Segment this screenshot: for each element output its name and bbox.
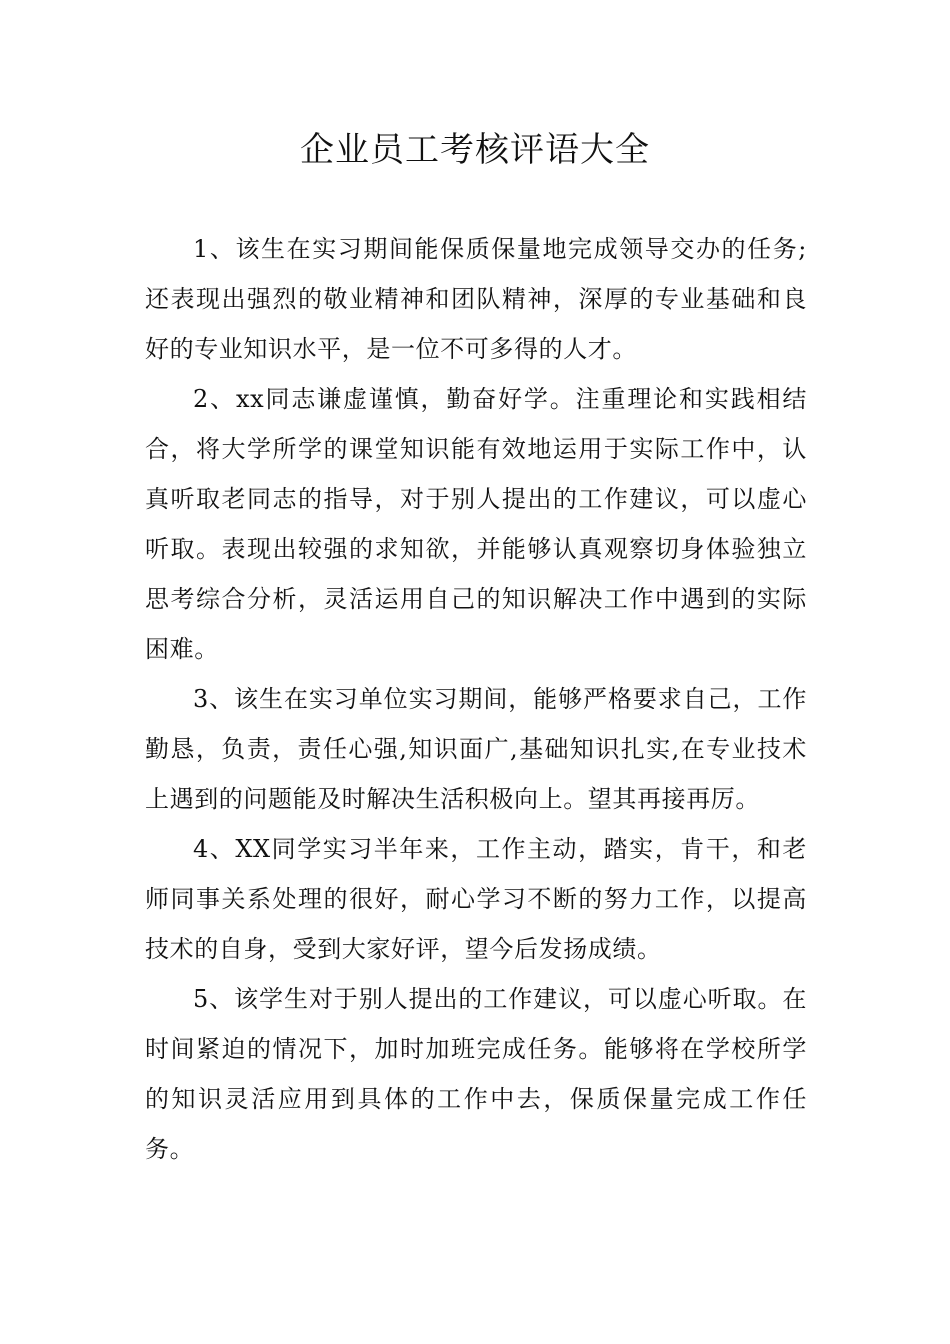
document-title: 企业员工考核评语大全 <box>300 130 650 170</box>
paragraph-5: 5、该学生对于别人提出的工作建议，可以虚心听取。在时间紧迫的情况下，加时加班完成任务。能够将在学校所学的知识灵活应用到具体的工作中去，保质保量完成工作任务。 <box>145 985 807 1163</box>
paragraph-4: 4、XX同学实习半年来，工作主动，踏实，肯干，和老师同事关系处理的很好，耐心学习不断的努力工作，以提高技术的自身，受到大家好评，望今后发扬成绩。 <box>145 835 807 963</box>
paragraph-3: 3、该生在实习单位实习期间，能够严格要求自己，工作勤恳，负责，责任心强,知识面广,基础知识扎实,在专业技术上遇到的问题能及时解决生活积极向上。望其再接再厉。 <box>145 685 807 813</box>
paragraph-1: 1、该生在实习期间能保质保量地完成领导交办的任务;还表现出强烈的敬业精神和团队精神，深厚的专业基础和良好的专业知识水平，是一位不可多得的人才。 <box>145 235 807 363</box>
document-body <box>145 224 807 1174</box>
paragraph-2: 2、xx同志谦虚谨慎，勤奋好学。注重理论和实践相结合，将大学所学的课堂知识能有效地运用于实际工作中，认真听取老同志的指导，对于别人提出的工作建议，可以虚心听取。表现出较强的求知欲，并能够认真观察切身体验独立思考综合分析，灵活运用自己的知识解决工作中遇到的实际困难。 <box>145 385 807 663</box>
